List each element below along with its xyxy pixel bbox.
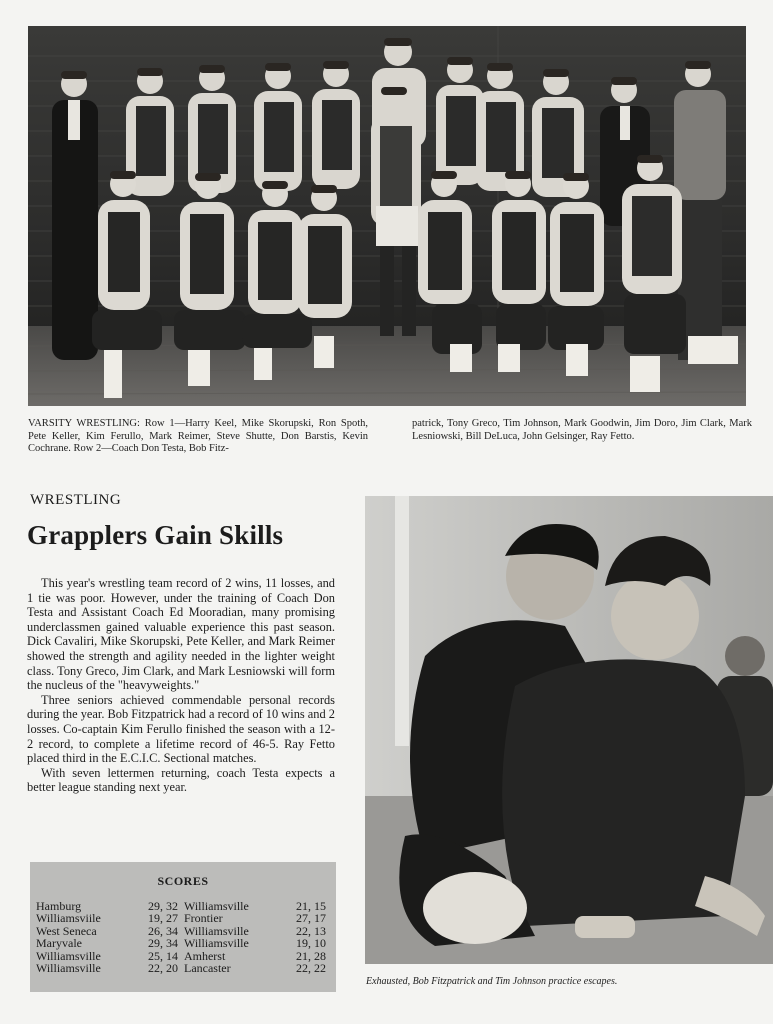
score-value: 21, 28 [296,948,326,963]
score-row [36,962,332,974]
scores-title: SCORES [157,874,209,888]
section-label: WRESTLING [30,492,122,508]
article-body [27,576,335,795]
score-team: Williamsville [36,948,101,963]
score-team: Williamsville [183,899,249,913]
team-photo-caption-right: patrick, Tony Greco, Tim Johnson, Mark Goodwin, Jim Doro, Jim Clark, Mark Lesniowski, Bill DeLuca, John Gelsinger, Ray Fetto. [412,418,752,442]
score-row [36,937,332,949]
score-team: Williamsville [36,961,101,976]
score-team: Williamsville [183,936,249,951]
score-value: 29, 34 [147,936,178,951]
score-row [36,912,332,924]
score-value: 21, 15 [296,899,326,913]
score-value: 22, 22 [296,961,326,976]
score-team: Amherst [183,948,226,963]
score-team: Frontier [183,911,223,926]
team-photo-image [28,26,746,406]
score-value: 19, 27 [147,911,178,926]
action-photo-caption: Exhausted, Bob Fitzpatrick and Tim Johnson practice escapes. [366,976,618,987]
action-photo [365,496,773,964]
score-value: 26, 34 [147,923,178,938]
score-value: 25, 14 [147,948,178,963]
score-team: Lancaster [183,961,231,976]
score-value: 29, 32 [147,899,178,913]
scores-box [30,862,336,992]
scores-table [36,900,332,974]
article-headline: Grapplers Gain Skills [27,520,284,550]
score-value: 22, 13 [296,923,326,938]
team-photo [28,26,746,406]
score-team: West Seneca [36,923,97,938]
score-value: 19, 10 [296,936,326,951]
score-team: Williamsviile [36,911,101,926]
score-team: Williamsville [183,923,249,938]
article-paragraph: This year's wrestling team record of 2 wins, 11 losses, and 1 tie was poor. However, under the training of Coach Don Testa and Assistant Coach Ed Mooradian, many promising underclassmen gained valuable experience this past season. Dick Cavaliri, Mike Skorupski, Pete Keller, and Mark Reimer showed the strength and agility needed in the lighter weight class. Tony Greco, Jim Clark, and Mark Lesniowski will form the nucleus of the "heavyweights." [27,576,335,693]
article-paragraph: Three seniors achieved commendable personal records during the year. Bob Fitzpatrick had a record of 10 wins and 2 losses. Co-captain Kim Ferullo finished the season with a 12-2 record, to complete a lifetime record of 46-5. Ray Fetto placed third in the E.C.I.C. Sectional matches. [27,692,335,766]
action-photo-image [365,496,773,964]
team-photo-caption-left: VARSITY WRESTLING: Row 1—Harry Keel, Mike Skorupski, Ron Spoth, Pete Keller, Kim Ferullo, Mark Reimer, Steve Shutte, Don Barstis, Kevin Cochrane. Row 2—Coach Don Testa, Bob Fitz- [28,418,368,454]
score-value: 22, 20 [147,961,178,976]
article-paragraph: With seven lettermen returning, coach Testa expects a better league standing next year. [27,765,335,795]
score-team: Hamburg [36,899,82,913]
score-value: 27, 17 [296,911,326,926]
score-team: Maryvale [36,936,82,951]
